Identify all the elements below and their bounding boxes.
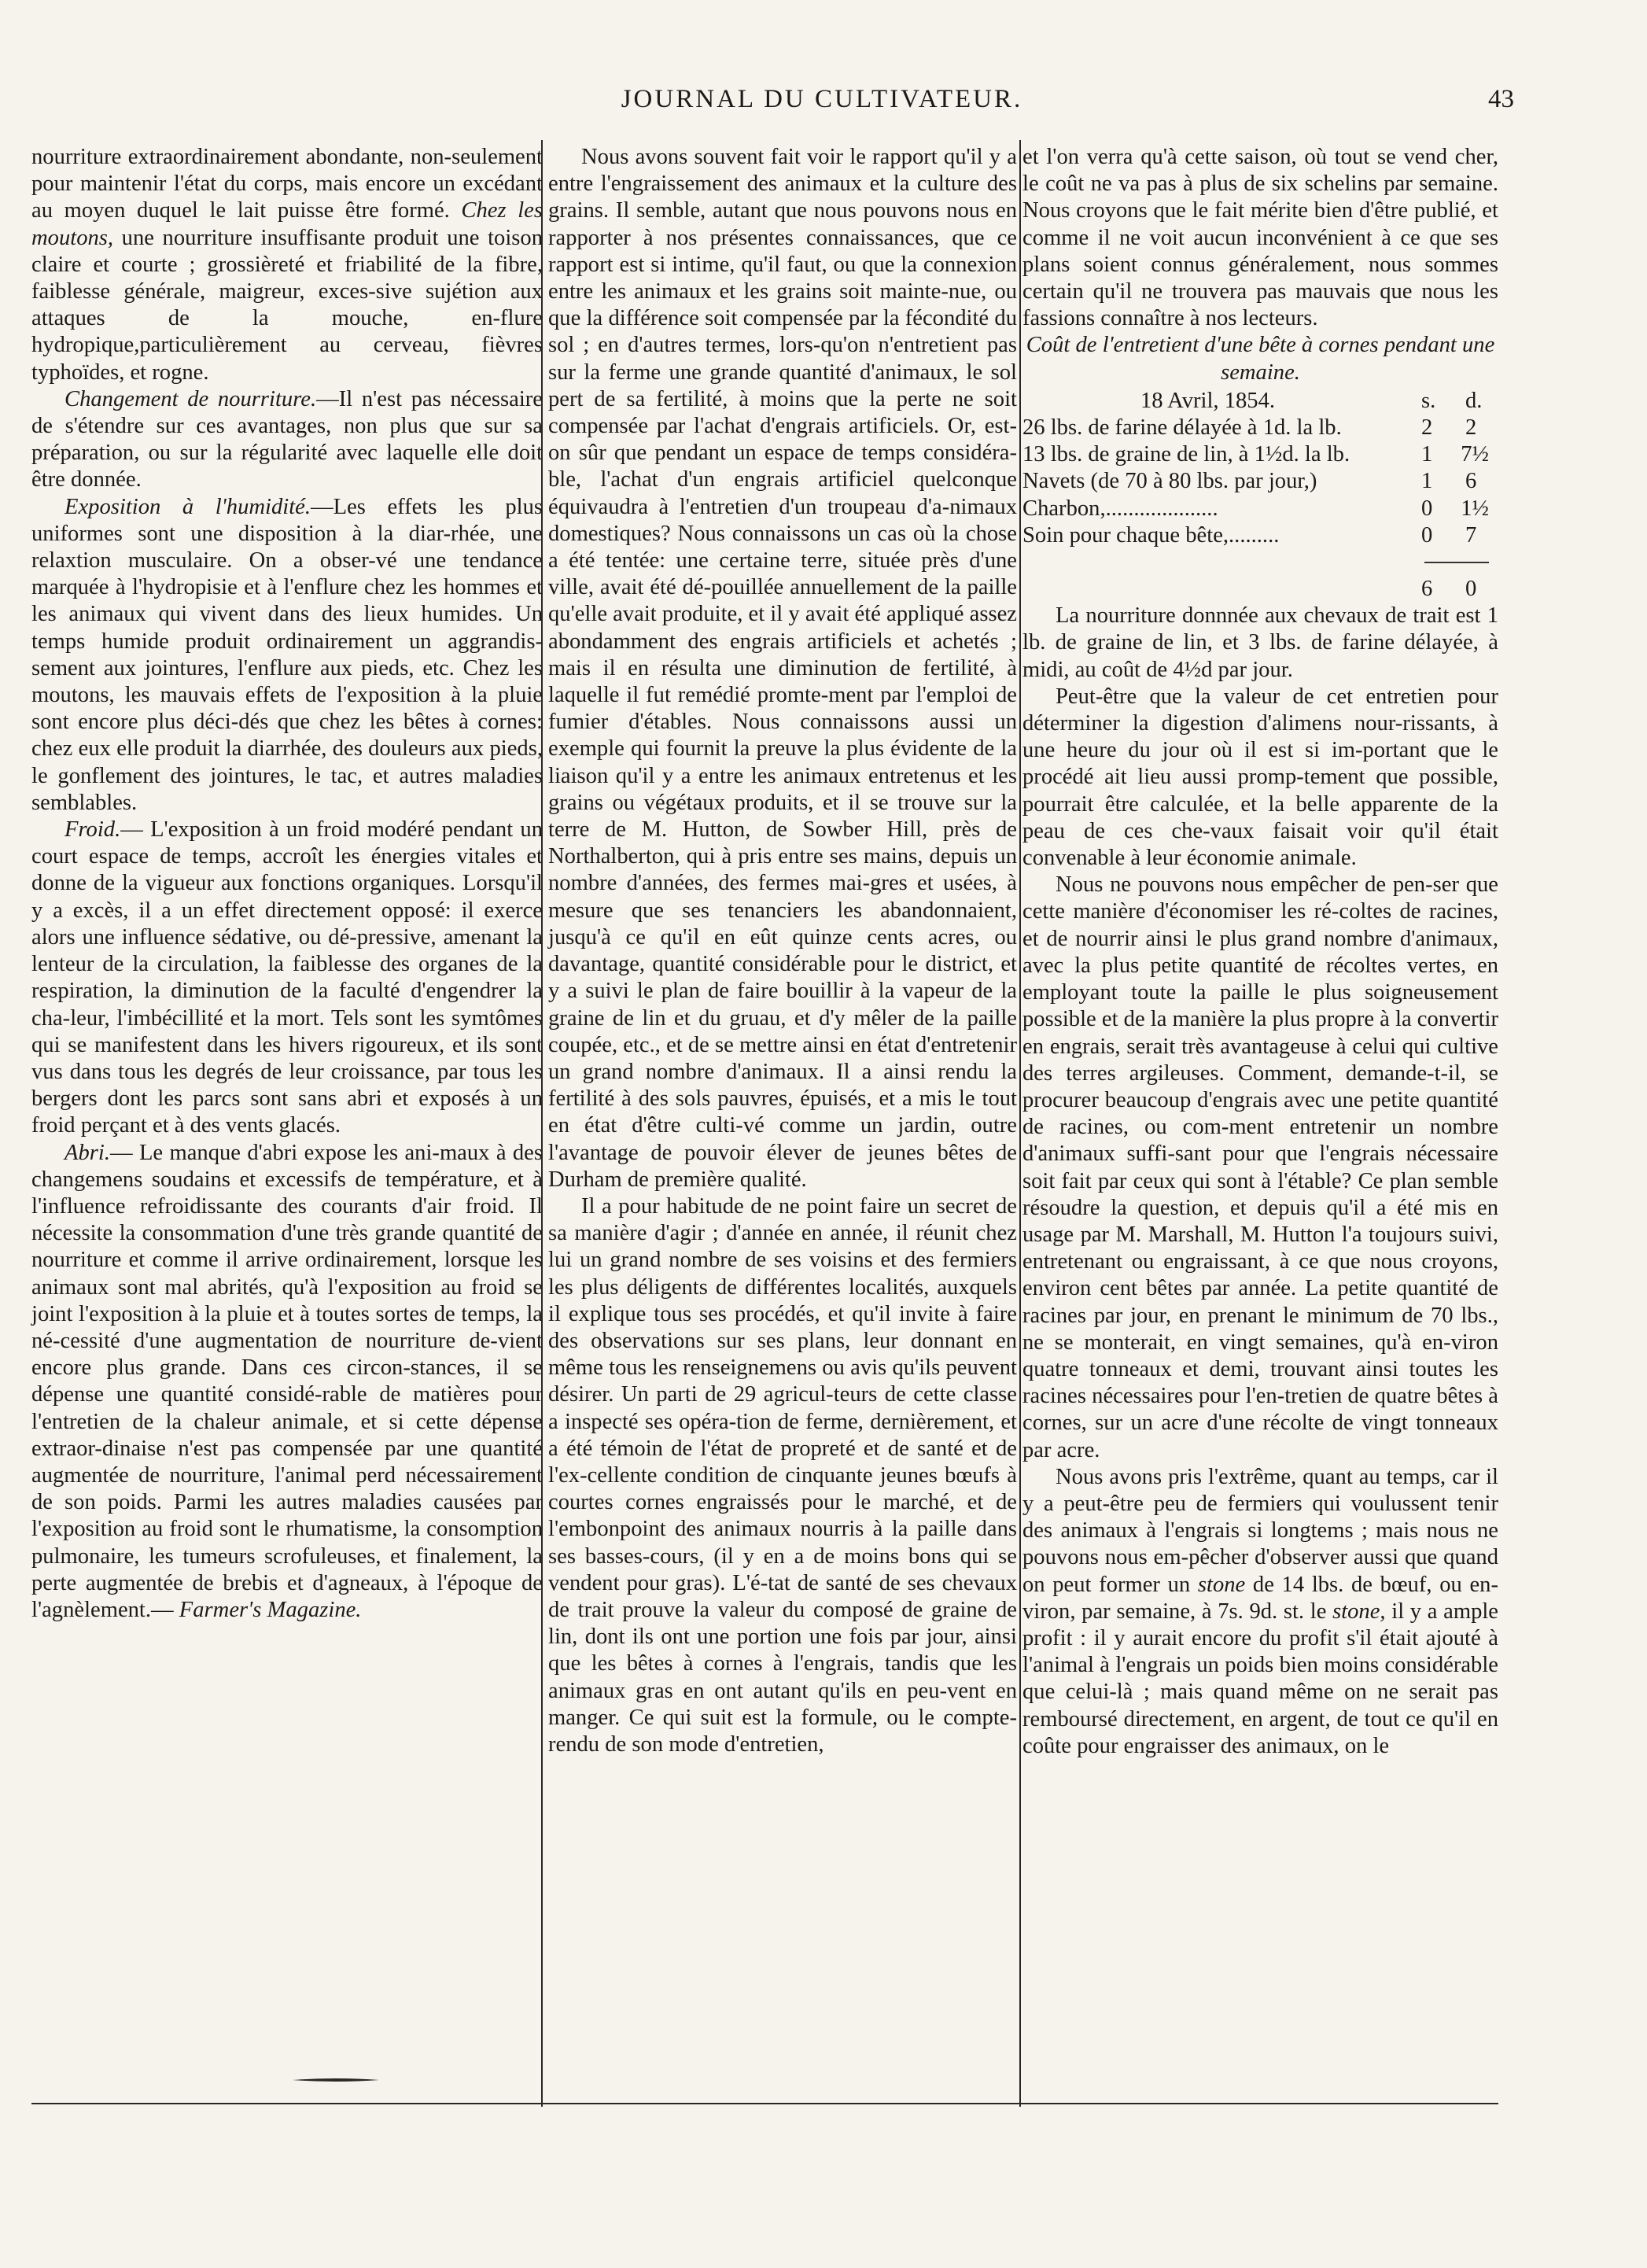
paragraph-text: Nous avons pris l'extrême, quant au temps, car il y a peut-être peu de fermiers qui voulussent tenir des animaux à l'engrais si longtems ; mais nous ne pouvons nous em-pêcher d'observer aussi que quand on peut former un (1022, 1464, 1498, 1597)
paragraph (31, 1140, 543, 1624)
paragraph: et l'on verra qu'à cette saison, où tout se vend cher, le coût ne va pas à plus de six schelins par semaine. Nous croyons que le fait mérite bien d'être publié, et comme il ne voit aucun inconvénient à ce que ses plans soient connus généralement, nous sommes certain qu'il ne trouvera pas mauvais que nous les fassions connaître à nos lecteurs. (1022, 145, 1498, 331)
row-pence: 7½ (1461, 442, 1489, 467)
row-shillings: 0 (1421, 522, 1433, 548)
total-rule (1022, 549, 1498, 576)
section-heading: Changement de nourriture. (64, 386, 317, 411)
paragraph-text: de 14 lbs. de bœuf, ou en-viron, par semaine, à 7s. 9d. st. le (1022, 1572, 1498, 1624)
table-row (1022, 496, 1498, 522)
page-header (0, 85, 1647, 124)
column-middle (548, 144, 1017, 1758)
paragraph (31, 817, 543, 1139)
section-heading: Abri. (64, 1140, 110, 1165)
paragraph-text: — Le manque d'abri expose les ani-maux à des changemens soudains et excessifs de température, et à l'influence refroidissante des courants d'air froid. Il nécessite la consommation d'une très grande quantité de nourriture et comme il arrive ordinairement, lorsque les animaux sont mal abrités, qu'à l'exposition au froid se joint l'exposition à la pluie et à toutes sortes de temps, la né-cessité d'une augmentation de nourriture de-vient encore plus grande. Dans ces circon-stances, il se dépense une quantité considé-rable de matières pour l'entretien de la chaleur animale, et si cette dépense extraor-dinaise n'est pas compensée par une quantité augmentée de nourriture, l'animal perd nécessairement de son poids. Parmi les autres maladies causées par l'exposition au froid sont le rhumatisme, la consomption pulmonaire, les tumeurs scrofuleuses, et finalement, la perte augmentée de brebis et d'agneaux, à l'époque de l'agnèlement.— (31, 1140, 543, 1622)
paragraph: Peut-être que la valeur de cet entretien pour déterminer la digestion d'alimens nour-rissants, à une heure du jour où il est si im-portant que le procédé ait lieu aussi promp-tement que possible, pourrait être calculée, et la belle apparente de la peau de ces che-vaux faisait voir qu'il était convenable à leur économie animale. (1022, 684, 1498, 871)
paragraph-text: nourriture extraordinairement abondante, non-seulement pour maintenir l'état du corps, mais encore un excédant au moyen duquel le lait puisse être formé. (31, 145, 543, 223)
row-shillings: 2 (1421, 415, 1433, 441)
row-shillings: 0 (1421, 496, 1433, 521)
table-date: 18 Avril, 1854. (1140, 388, 1276, 413)
total-pence: 0 (1465, 577, 1477, 602)
table-row (1022, 415, 1498, 441)
paragraph-text: une nourriture insuffisante produit une toison claire et courte ; grossièreté et friabilité de la fibre, faiblesse générale, maigreur, exces-sive sujétion aux attaques de la mouche, en-flure hydropique,particulièrement au cerveau, fièvres typhoïdes, et rogne. (31, 225, 543, 385)
running-title: JOURNAL DU CULTIVATEUR. (621, 85, 1023, 113)
row-pence: 2 (1465, 415, 1477, 441)
table-row (1022, 468, 1498, 495)
paragraph-emphasis: stone, (1332, 1599, 1386, 1624)
row-label: Charbon,.................... (1022, 496, 1218, 521)
page-number: 43 (1488, 85, 1514, 113)
total-shillings: 6 (1421, 577, 1433, 602)
row-label: Navets (de 70 à 80 lbs. par jour,) (1022, 469, 1317, 494)
paragraph: Nous ne pouvons nous empêcher de pen-ser que cette manière d'économiser les ré-coltes de racines, et de nourrir ainsi le plus grand nombre d'animaux, avec la plus petite quantité de récoltes vertes, en employant toute la paille le plus soigneusement possible et de la manière la plus propre à la convertir en engrais, serait très avantageuse à celui qui cultive des terres argileuses. Comment, demande-t-il, se procurer beaucoup d'engrais avec une petite quantité de racines, ou com-ment entretenir un nombre d'animaux suffi-sant pour que l'engrais nécessaire soit fait par ceux qui sont à l'étable? Ce plan semble résoudre la question, et depuis qu'il a été mis en usage par M. Marshall, M. Hutton l'a toujours suivi, entretenant ou engraissant, à ce que nous croyons, environ cent bêtes par année. La petite quantité de racines par jour, en prenant le minimum de 70 lbs., ne se monterait, en vingt semaines, qu'à en-viron quatre tonneaux et demi, trouvant ainsi toutes les racines nécessaires pour l'en-tretien de quatre bêtes à cornes, sur un acre d'une récolte de vingt tonneaux par acre. (1022, 872, 1499, 1462)
column-left (31, 144, 543, 1624)
ornament-divider (293, 2077, 379, 2083)
paragraph (31, 144, 543, 386)
row-pence: 1½ (1461, 496, 1489, 521)
bottom-rule (31, 2103, 1498, 2104)
column-right (1022, 144, 1498, 1760)
table-title-text: Coût de l'entretient d'une bête à cornes pendant une semaine. (1026, 333, 1495, 385)
row-label: 26 lbs. de farine délayée à 1d. la lb. (1022, 415, 1342, 441)
table-row (1022, 522, 1498, 549)
paragraph-emphasis: stone (1197, 1572, 1246, 1597)
row-shillings: 1 (1421, 442, 1433, 467)
unit-pence: d. (1465, 388, 1483, 413)
paragraph-text: —Les effets les plus uniformes sont une disposition à la diar-rhée, une relaxtion musculaire. On a obser-vé une tendance marquée à l'hydropisie et à l'enflure chez les hommes et les animaux qui vivent dans des lieux humides. Un temps humide produit ordinairement un aggrandis-sement aux jointures, l'enflure aux pieds, etc. Chez les moutons, les mauvais effets de l'exposition à la pluie sont encore plus déci-dés que chez les bêtes à cornes: chez eux elle produit la diarrhée, des douleurs aux pieds, le gonflement des jointures, le tac, et autres maladies semblables. (31, 494, 543, 815)
table-title (1022, 332, 1498, 385)
table-row (1022, 441, 1498, 468)
section-heading: Exposition à l'humidité. (64, 494, 311, 519)
cost-table (1022, 388, 1498, 603)
paragraph-text: il y a ample profit : il y aurait encore du profit s'il était ajouté à l'animal à l'engrais un poids bien moins considérable que celui-là ; mais quand même on ne serait pas remboursé directement, en argent, de tout ce qu'il en coûte pour engraisser des animaux, on le (1022, 1599, 1498, 1758)
paragraph-text: — L'exposition à un froid modéré pendant un court espace de temps, accroît les énergies vitales et donne de la vigueur aux fonctions organiques. Lorsqu'il y a excès, il a un effet directement opposé: il exerce alors une influence sédative, ou dé-pressive, amenant la lenteur de la circulation, la faiblesse des organes de la respiration, la diminution de la faculté d'engendrer la cha-leur, l'imbécillité et la mort. Tels sont les symtômes qui se manifestent dans les hivers rigoureux, et ils sont vus dans tous les degrés de leur croissance, par tous les bergers dont les parcs sont sans abri et exposés à un froid perçant et à des vents glacés. (31, 817, 543, 1138)
row-pence: 6 (1465, 469, 1477, 494)
row-shillings: 1 (1421, 469, 1433, 494)
row-label: 13 lbs. de graine de lin, à 1½d. la lb. (1022, 442, 1350, 467)
row-pence: 7 (1465, 522, 1477, 548)
column-rule-right (1019, 140, 1021, 2107)
paragraph-text: —Il n'est pas nécessaire de s'étendre sur ces avantages, non plus que sur sa préparation, ou sur la régularité avec laquelle elle doit être donnée. (31, 386, 543, 492)
paragraph: Il a pour habitude de ne point faire un secret de sa manière d'agir ; d'année en année, il réunit chez lui un grand nombre de ses voisins et des fermiers les plus déligents de différentes localités, auxquels il explique tous ses procédés, et qu'il invite à faire des observations sur ses plans, leur donnant en même tous les renseignemens ou avis qu'ils peuvent désirer. Un parti de 29 agricul-teurs de cette classe a inspecté ses opéra-tion de ferme, dernièrement, et a été témoin de l'état de propreté et de santé et de l'ex-cellente condition de cinquante jeunes bœufs à courtes cornes engraissés pour le marché, et de l'embonpoint des animaux nourris à la paille dans ses basses-cours, (il y en a de moins bons qui se vendent pour gras). L'é-tat de santé de ses chevaux de trait prouve la valeur du composé de graine de lin, dont ils ont une portion une fois par jour, ainsi que les bêtes à cornes à l'engrais, tandis que les animaux gras en ont autant qu'ils en peu-vent en manger. Ce qui suit est la formule, ou le compte-rendu de son mode d'entretien, (548, 1193, 1017, 1757)
source-citation: Farmer's Magazine. (179, 1597, 362, 1622)
paragraph: Nous avons souvent fait voir le rapport qu'il y a entre l'engraissement des animaux et la culture des grains. Il semble, autant que nous pouvons nous en rapporter à nos présentes connaissances, que ce rapport est si intime, qu'il faut, ou que la connexion entre les animaux et les grains soit mainte-nue, ou que la différence soit compensée par la fécondité du sol ; en d'autres termes, lors-qu'on n'entretient pas sur la ferme une grande quantité d'animaux, le sol pert de sa fertilité, à moins que la perte ne soit compensée par l'achat d'engrais artificiels. Or, est-on sûr que pendant un espace de temps considéra-ble, l'achat d'un engrais artificiel quelconque équivaudra à l'entretien d'un troupeau d'a-nimaux domestiques? Nous connaissons un cas où la chose a été tentée: une certaine terre, située près d'une ville, avait été dé-pouillée annuellement de la paille qu'elle avait produite, et il y avait été appliqué assez abondamment des engrais artificiels et achetés ; mais il en résulta une diminution de fertilité, à laquelle il fut remédié promte-ment par l'emploi de fumier d'étables. Nous connaissons aussi un exemple qui fournit la preuve la plus évidente de la liaison qu'il y a entre les animaux entretenus et les grains ou végétaux produits, et il se trouve sur la terre de M. Hutton, de Sowber Hill, près de Northalberton, qui à pris entre ses mains, depuis un nombre d'années, des fermes mai-gres et usées, à mesure que ses tenanciers les abandonnaient, jusqu'à ce qu'il en eût quinze cents acres, ou davantage, quantité considérable pour le district, et y a suivi le plan de faire bouillir à la vapeur de la graine de lin et du gruau, et d'y mêler de la paille coupée, etc., et de se mettre ainsi en état d'entretenir un grand nombre d'animaux. Il a ainsi rendu la fertilité à des sols pauvres, épuisés, et a mis le tout en état d'être culti-vé comme un jardin, outre l'avantage de pouvoir élever de jeunes bêtes de Durham de première qualité. (548, 145, 1017, 1192)
row-label: Soin pour chaque bête,......... (1022, 522, 1280, 548)
paragraph-emphasis: Chez les moutons, (31, 198, 543, 250)
paragraph (1022, 1464, 1498, 1760)
paragraph (31, 494, 543, 817)
table-header-row (1022, 388, 1498, 415)
section-heading: Froid. (64, 817, 121, 843)
paragraph (31, 386, 543, 494)
table-total-row (1022, 576, 1498, 603)
paragraph: La nourriture donnnée aux chevaux de trait est 1 lb. de graine de lin, et 3 lbs. de farine délayée, à midi, au coût de 4½d par jour. (1022, 603, 1498, 682)
unit-shillings: s. (1421, 388, 1436, 413)
